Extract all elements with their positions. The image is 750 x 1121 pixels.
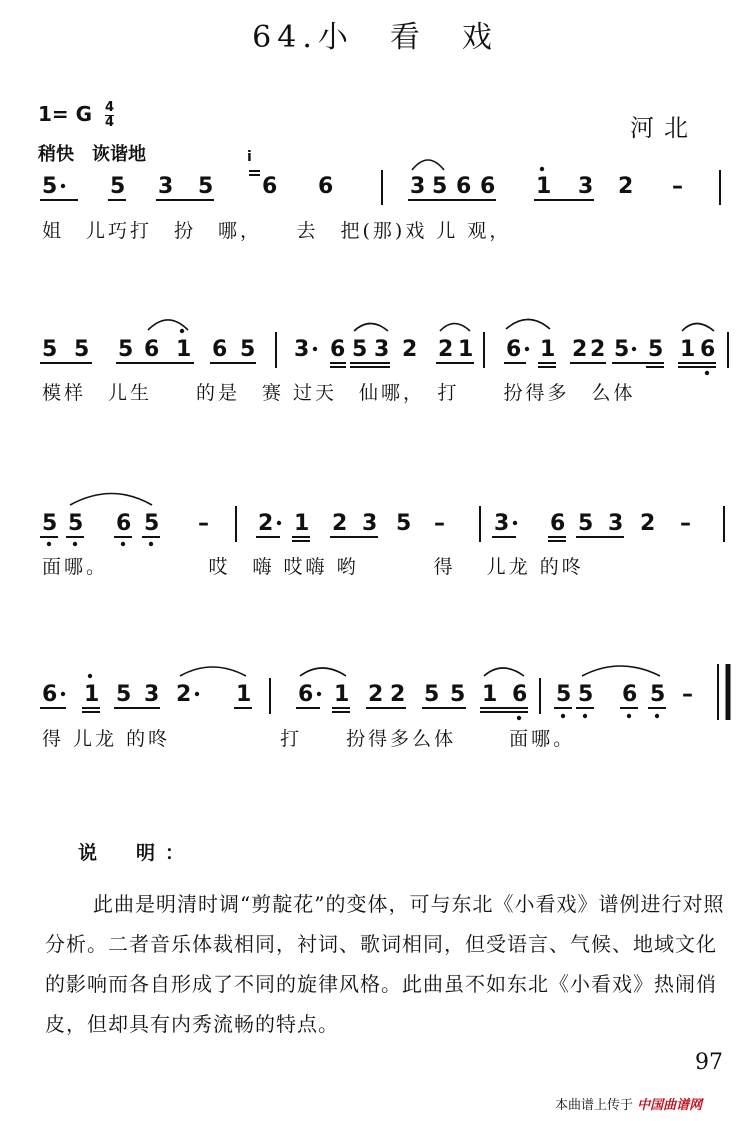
svg-text:6: 6 (144, 337, 160, 362)
tempo-marking: 稍快 诙谐地 (38, 144, 146, 165)
svg-text:5: 5 (74, 337, 90, 362)
grace-note: i (247, 149, 252, 165)
svg-text:5: 5 (450, 682, 466, 707)
svg-text:1: 1 (334, 682, 350, 707)
svg-text:5: 5 (556, 682, 572, 707)
page-number: 97 (695, 1050, 723, 1075)
lyric-line-1: 姐 儿巧打 扮 哪， 去 把(那)戏 儿 观， (42, 220, 512, 242)
svg-text:1: 1 (536, 174, 552, 199)
score-row-4 (40, 664, 728, 720)
svg-text:–: – (680, 511, 691, 536)
svg-text:1: 1 (680, 337, 696, 362)
svg-text:6: 6 (212, 337, 228, 362)
svg-text:5: 5 (116, 682, 132, 707)
svg-text:5: 5 (68, 511, 84, 536)
svg-text:–: – (682, 682, 693, 707)
svg-text:6: 6 (622, 682, 638, 707)
watermark-text: 本曲谱上传于 (555, 1098, 634, 1113)
svg-text:6: 6 (700, 337, 716, 362)
svg-text:2: 2 (402, 337, 418, 362)
svg-text:5: 5 (42, 337, 58, 362)
watermark-brand: 中国曲谱网 (637, 1098, 703, 1113)
svg-text:3: 3 (362, 511, 378, 536)
svg-text:3: 3 (144, 682, 160, 707)
svg-text:5: 5 (352, 337, 368, 362)
svg-text:5: 5 (614, 337, 630, 362)
svg-text:2: 2 (640, 511, 656, 536)
svg-text:5: 5 (240, 337, 256, 362)
svg-text:2: 2 (390, 682, 406, 707)
svg-text:5: 5 (650, 682, 666, 707)
svg-text:6: 6 (330, 337, 346, 362)
time-sig-top: 4 (105, 100, 115, 115)
svg-text:5: 5 (578, 682, 594, 707)
svg-text:1: 1 (482, 682, 498, 707)
svg-text:6: 6 (550, 511, 566, 536)
svg-text:2: 2 (618, 174, 634, 199)
svg-text:2: 2 (258, 511, 274, 536)
svg-text:5: 5 (396, 511, 412, 536)
lyric-line-4: 得 儿龙 的咚 打 扮得多么体 面哪。 (42, 728, 576, 750)
song-title: 64.小 看 戏 (252, 20, 498, 55)
svg-text:2: 2 (176, 682, 192, 707)
svg-text:5: 5 (198, 174, 214, 199)
lyric-line-2: 模样 儿生 的是 赛 过天 仙哪， 打 扮得多 么体 (42, 382, 636, 404)
song-origin: 河北 (630, 114, 698, 142)
svg-text:6: 6 (42, 682, 58, 707)
svg-text:1: 1 (84, 682, 100, 707)
svg-text:3: 3 (158, 174, 174, 199)
svg-text:3: 3 (374, 337, 390, 362)
svg-text:6: 6 (318, 174, 334, 199)
svg-text:6: 6 (512, 682, 528, 707)
score-row-1 (40, 149, 720, 205)
svg-text:1: 1 (540, 337, 556, 362)
svg-text:–: – (434, 511, 445, 536)
svg-text:1: 1 (294, 511, 310, 536)
svg-text:2: 2 (332, 511, 348, 536)
svg-text:5: 5 (110, 174, 126, 199)
svg-text:6: 6 (456, 174, 472, 199)
svg-text:6: 6 (298, 682, 314, 707)
score-row-2 (40, 320, 728, 376)
svg-text:6: 6 (480, 174, 496, 199)
svg-text:1: 1 (176, 337, 192, 362)
key-label: 1= G (38, 102, 93, 126)
notes-heading: 说 明： (78, 842, 195, 864)
score-row-3 (40, 494, 724, 547)
svg-text:2: 2 (572, 337, 588, 362)
svg-text:2: 2 (590, 337, 606, 362)
svg-text:5: 5 (118, 337, 134, 362)
watermark (555, 1094, 702, 1113)
svg-text:5: 5 (648, 337, 664, 362)
notes-body: 此曲是明清时调“剪靛花”的变体，可与东北《小看戏》谱例进行对照分析。二者音乐体裁相同，衬词、歌词相同，但受语言、气候、地域文化的影响而各自形成了不同的旋律风格。此曲虽不如东北《小看戏》热闹俏皮，但却具有内秀流畅的特点。 (45, 892, 725, 1036)
time-sig-bottom: 4 (105, 115, 115, 130)
svg-text:6: 6 (116, 511, 132, 536)
svg-text:3: 3 (294, 337, 310, 362)
svg-text:2: 2 (368, 682, 384, 707)
svg-text:3: 3 (608, 511, 624, 536)
svg-text:1: 1 (458, 337, 474, 362)
svg-text:6: 6 (506, 337, 522, 362)
svg-text:5: 5 (42, 174, 58, 199)
svg-text:1: 1 (236, 682, 252, 707)
svg-text:5: 5 (144, 511, 160, 536)
svg-text:–: – (198, 511, 209, 536)
svg-text:3: 3 (578, 174, 594, 199)
svg-text:–: – (672, 174, 683, 199)
svg-text:2: 2 (438, 337, 454, 362)
svg-text:3: 3 (494, 511, 510, 536)
svg-text:5: 5 (578, 511, 594, 536)
svg-text:5: 5 (424, 682, 440, 707)
svg-text:5: 5 (432, 174, 448, 199)
svg-text:5: 5 (42, 511, 58, 536)
svg-text:6: 6 (262, 174, 278, 199)
svg-text:3: 3 (410, 174, 426, 199)
lyric-line-3: 面哪。 哎 嗨 哎嗨 哟 得 儿龙 的咚 (42, 556, 584, 578)
